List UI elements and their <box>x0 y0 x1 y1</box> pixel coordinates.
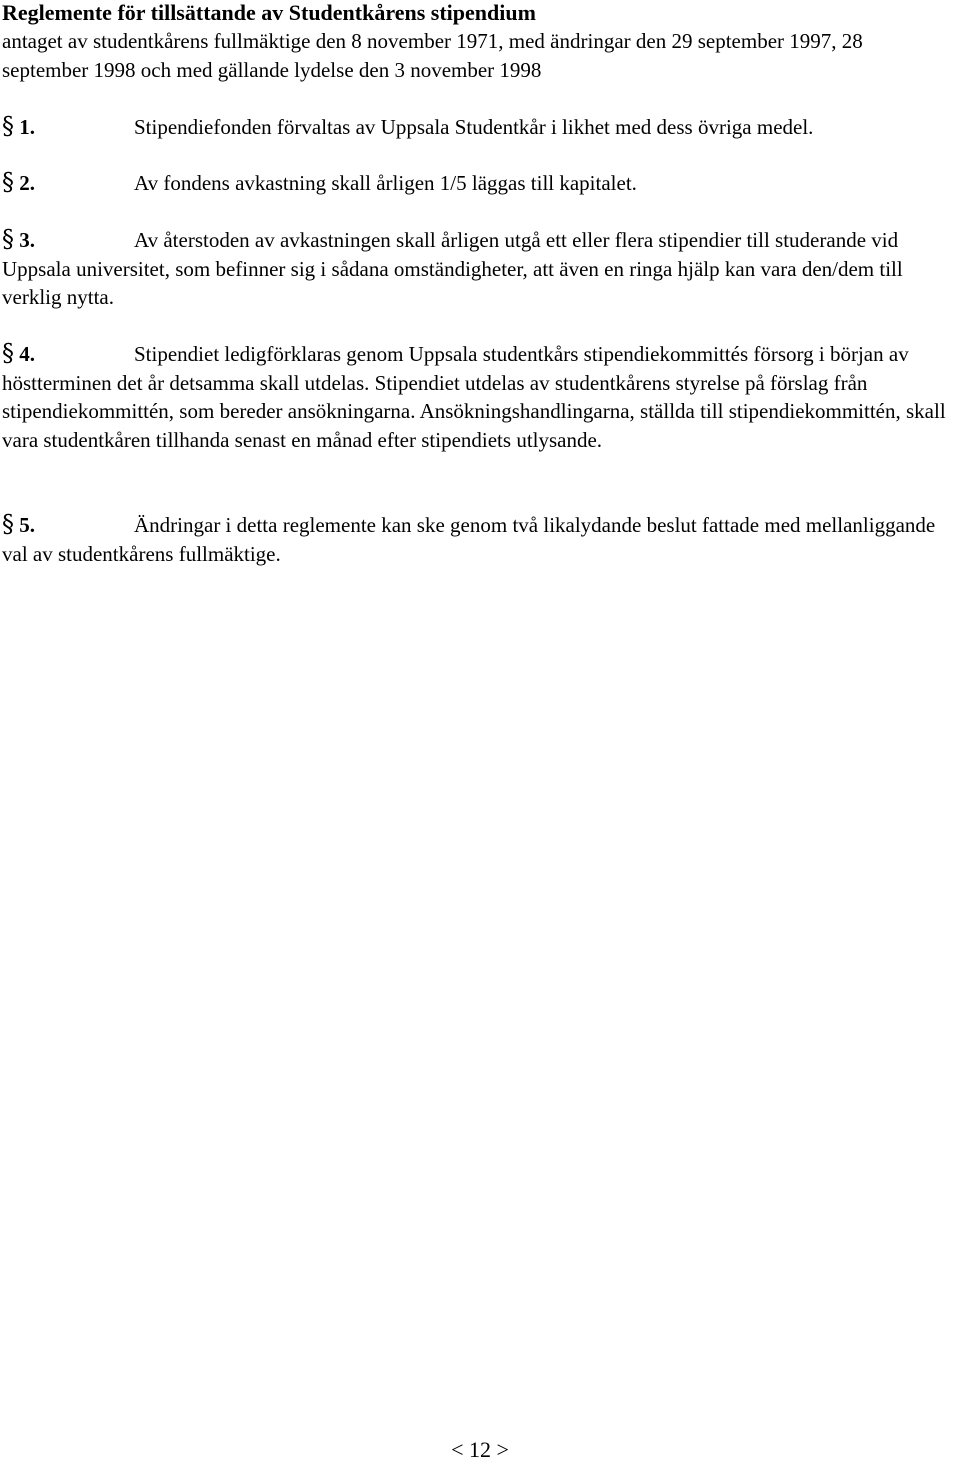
paragraph-1 <box>2 112 957 142</box>
page-number: < 12 > <box>451 1437 509 1462</box>
paragraph-3 <box>2 225 957 312</box>
page-number-footer <box>0 1436 960 1464</box>
document-title: Reglemente för tillsättande av Studentkårens stipendium <box>2 0 536 25</box>
paragraph-4 <box>2 339 957 454</box>
paragraph-text: Stipendiefonden förvaltas av Uppsala Studentkår i likhet med dess övriga medel. <box>134 115 814 139</box>
paragraph-number-value: 4. <box>19 342 35 366</box>
paragraph-number-value: 1. <box>19 115 35 139</box>
paragraph-number <box>2 510 134 540</box>
paragraph-number-value: 2. <box>19 171 35 195</box>
paragraph-number-value: 5. <box>19 513 35 537</box>
paragraph-text: Av fondens avkastning skall årligen 1/5 läggas till kapitalet. <box>134 171 637 195</box>
paragraph-number-value: 3. <box>19 228 35 252</box>
paragraph-number <box>2 225 134 255</box>
section-symbol: § <box>2 112 14 140</box>
paragraph-number <box>2 339 134 369</box>
section-symbol: § <box>2 339 14 367</box>
paragraph-5 <box>2 510 957 568</box>
paragraph-text: Ändringar i detta reglemente kan ske genom två likalydande beslut fattade med mellanliggande val av studentkårens fullmäktige. <box>2 513 936 566</box>
section-symbol: § <box>2 225 14 253</box>
paragraph-text: Stipendiet ledigförklaras genom Uppsala studentkårs stipendiekommittés försorg i början av höstterminen det år detsamma skall utdelas. Stipendiet utdelas av studentkårens styrelse på förslag från stipendiekommittén, som bereder ansökningarna. Ansökningshandlingarna, ställda till stipendiekommittén, skall vara studentkåren tillhanda senast en månad efter stipendiets utlysande. <box>2 342 946 452</box>
paragraph-number <box>2 168 134 198</box>
section-symbol: § <box>2 168 14 196</box>
document-subtitle: antaget av studentkårens fullmäktige den 8 november 1971, med ändringar den 29 september 1997, 28 september 1998 och med gällande lydelse den 3 november 1998 <box>2 29 863 82</box>
section-symbol: § <box>2 510 14 538</box>
paragraph-number <box>2 112 134 142</box>
paragraph-text: Av återstoden av avkastningen skall årligen utgå ett eller flera stipendier till studerande vid Uppsala universitet, som befinner sig i sådana omständigheter, att även en ringa hjälp kan vara den/dem till verklig nytta. <box>2 228 903 309</box>
paragraph-2 <box>2 168 957 198</box>
